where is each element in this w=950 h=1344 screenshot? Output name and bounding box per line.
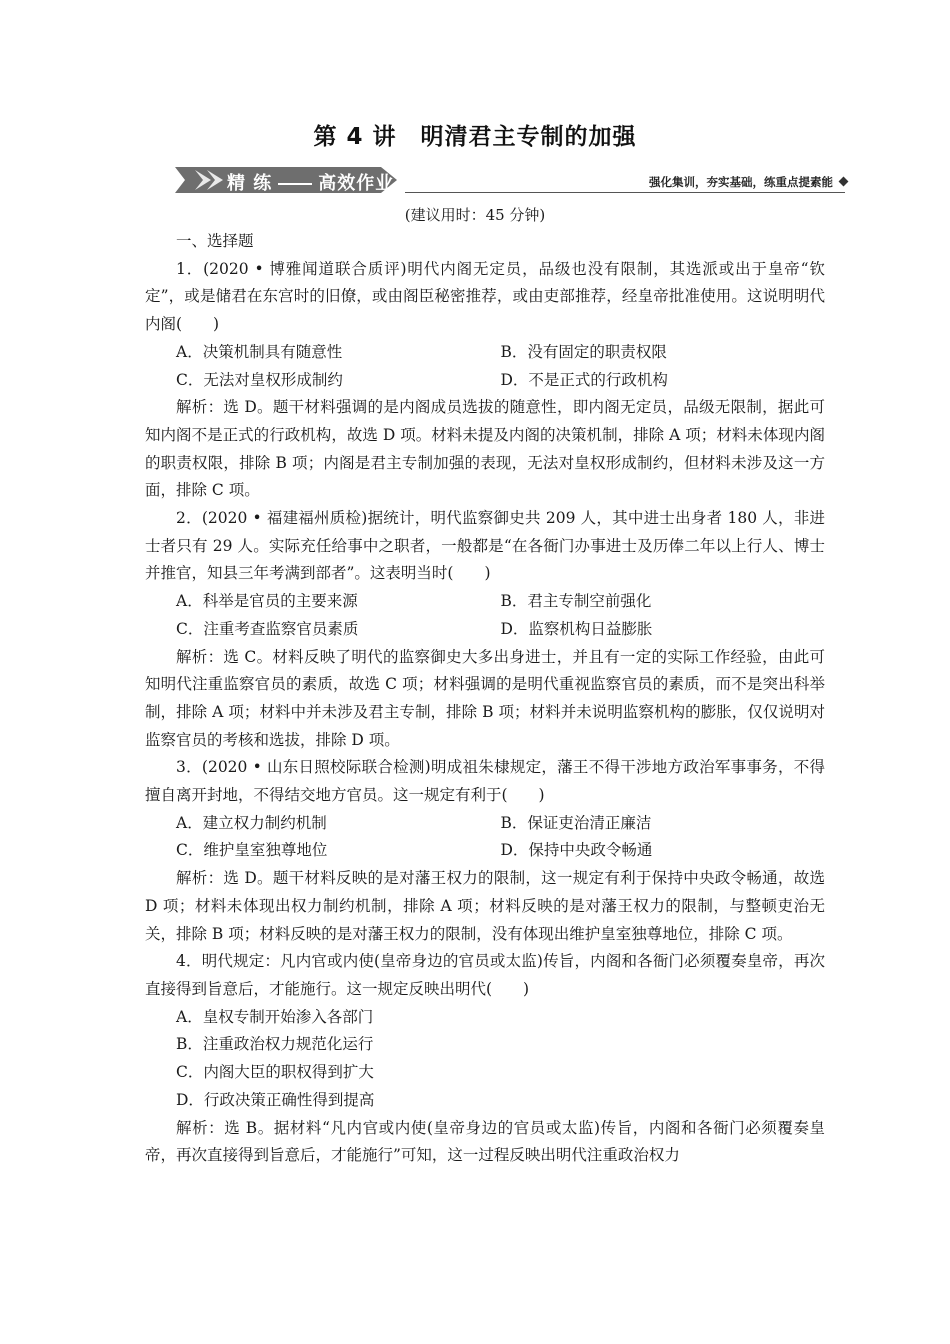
page-title: 第 4 讲 明清君主专制的加强 [313,124,637,150]
q3-option-b: B．保证吏治清正廉洁 [500,813,652,832]
q2-options-ab [145,588,825,616]
q3-option-c: C．维护皇室独尊地位 [176,841,328,860]
banner-label-right: 高效作业 [318,173,395,194]
q2-option-c: C．注重考查监察官员素质 [176,619,359,638]
q1-options-ab [145,339,825,367]
q3-analysis: 解析：选 D。题干材料反映的是对藩王权力的限制，这一规定有利于保持中央政令畅通，故选 D 项；材料未体现出权力制约机制，排除 A 项；材料反映的是对藩王权力的限制，与整顿吏治无关，排除 B 项；材料反映的是对藩王权力的限制，没有体现出维护皇室独尊地位，排除 C 项。 [145,869,825,943]
q2-option-b: B．君主专制空前强化 [500,592,652,611]
q3-options-cd [145,837,825,865]
q1-option-b: B．没有固定的职责权限 [500,342,667,361]
banner-label [227,169,394,195]
q1-analysis: 解析：选 D。题干材料强调的是内阁成员选拔的随意性，即内阁无定员，品级无限制，据此可知内阁不是正式的行政机构，故选 D 项。材料未提及内阁的决策机制，排除 A 项；材料未体现内阁的职责权限，排除 B 项；内阁是君主专制加强的表现，无法对皇权形成制约，但材料未涉及这一方面，排除 C 项。 [145,398,825,500]
section-heading: 一、选择题 [176,232,254,250]
section-banner [175,165,847,195]
time-hint: (建议用时：45 分钟) [404,206,546,224]
q2-option-d: D．监察机构日益膨胀 [500,619,653,638]
q4-analysis: 解析：选 B。据材料“凡内官或内使(皇帝身边的官员或太监)传旨，内阁和各衙门必须覆奏皇帝，再次直接得到旨意后，才能施行”可知，这一过程反映出明代注重政治权力 [145,1118,825,1165]
q1-stem: 1．(2020 • 博雅闻道联合质评)明代内阁无定员，品级也没有限制，其选派或出于皇帝“钦定”，或是储君在东宫时的旧僚，或由阁臣秘密推荐，或由吏部推荐，经皇帝批准使用。这说明明代内阁( ) [145,259,825,334]
banner-label-left: 精 练 [227,173,273,194]
banner-dash [278,183,312,185]
q2-stem: 2．(2020 • 福建福州质检)据统计，明代监察御史共 209 人，其中进士出身者 180 人，非进士者只有 29 人。实际充任给事中之职者，一般都是“在各衙门办事进士及历俸二年以上行人、博士并推官，知县三年考满到部者”。这表明当时( ) [145,509,825,583]
q1-options-cd [145,367,825,395]
banner-slogan: 强化集训，夯实基础，练重点提素能 [649,175,833,189]
q3-option-d: D．保持中央政令畅通 [500,841,653,860]
question-content [145,228,825,1170]
q4-option-b: B．注重政治权力规范化运行 [176,1035,374,1054]
banner-rule [405,192,845,193]
q4-option-a: A．皇权专制开始渗入各部门 [176,1007,374,1026]
q3-option-a: A．建立权力制约机制 [176,813,327,832]
q2-analysis: 解析：选 C。材料反映了明代的监察御史大多出身进士，并且有一定的实际工作经验，由此可知明代注重监察官员的素质，故选 C 项；材料强调的是明代重视监察官员的素质，而不是突出科举制，排除 A 项；材料中并未涉及君主专制，排除 B 项；材料并未说明监察机构的膨胀，仅仅说明对监察官员的考核和选拔，排除 D 项。 [145,647,825,749]
q2-options-cd [145,616,825,644]
q4-option-c: C．内阁大臣的职权得到扩大 [176,1063,374,1082]
q4-stem: 4．明代规定：凡内官或内使(皇帝身边的官员或太监)传旨，内阁和各衙门必须覆奏皇帝，再次直接得到旨意后，才能施行。这一规定反映出明代( ) [145,952,825,998]
q1-option-d: D．不是正式的行政机构 [500,370,668,389]
q1-option-a: A．决策机制具有随意性 [176,342,343,361]
q4-option-d: D．行政决策正确性得到提高 [176,1090,375,1109]
q3-stem: 3．(2020 • 山东日照校际联合检测)明成祖朱棣规定，藩王不得干涉地方政治军事事务，不得擅自离开封地，不得结交地方官员。这一规定有利于( ) [145,758,825,805]
q2-option-a: A．科举是官员的主要来源 [176,592,358,611]
q1-option-c: C．无法对皇权形成制约 [176,370,343,389]
q3-options-ab [145,810,825,838]
